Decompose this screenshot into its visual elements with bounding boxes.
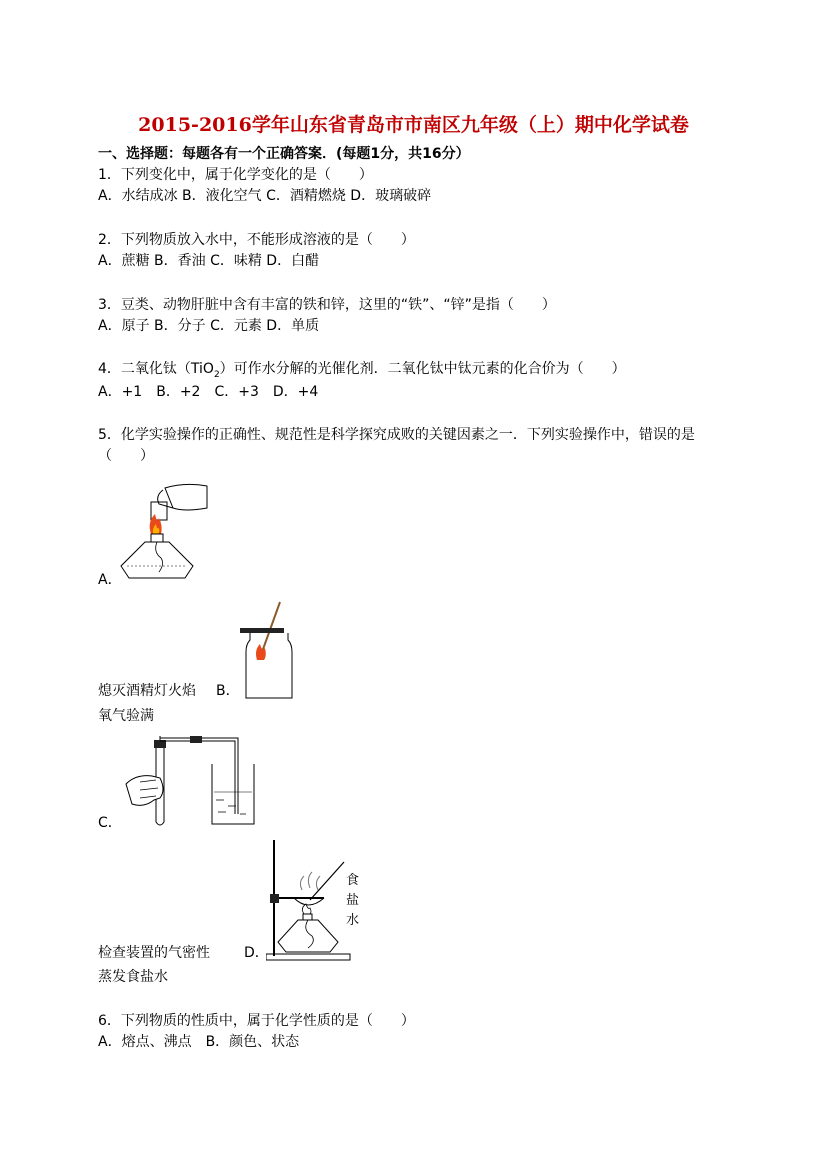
page-title: 2015-2016学年山东省青岛市市南区九年级（上）期中化学试卷 [138,114,689,136]
q4-stem-part2: ）可作水分解的光催化剂．二氧化钛中钛元素的化合价为（ ） [219,361,626,377]
q5-option-a-letter: A． [98,572,122,588]
q5-option-c-text: 检查装置的气密性 [98,945,210,961]
q5-option-b-text: 氧气验满 [98,708,154,724]
q6-stem: 6．下列物质的性质中，属于化学性质的是（ ） [98,1013,415,1029]
q2-stem: 2．下列物质放入水中，不能形成溶液的是（ ） [98,232,415,248]
q5-option-c-letter: C． [98,815,122,831]
figure-b-oxygen-test [236,600,298,700]
figure-d-label-2: 盐 [346,893,360,908]
figure-a-alcohol-lamp [115,478,215,584]
q4-stem-part1: 4．二氧化钛（TiO [98,361,214,377]
q2-options: A．蔗糖 B．香油 C．味精 D．白醋 [98,253,320,269]
q4-options: A．+1 B．+2 C．+3 D．+4 [98,384,319,400]
q5-option-d-text: 蒸发食盐水 [98,969,168,985]
q6-options: A．熔点、沸点 B．颜色、状态 [98,1034,300,1050]
q3-stem: 3．豆类、动物肝脏中含有丰富的铁和锌，这里的“铁”、“锌”是指（ ） [98,297,556,313]
q5-option-d-letter: D． [244,945,269,961]
q5-stem: 5．化学实验操作的正确性、规范性是科学探究成败的关键因素之一．下列实验操作中，错误的是 [98,427,695,443]
q1-options: A．水结成冰 B．液化空气 C．酒精燃烧 D．玻璃破碎 [98,188,432,204]
q1-stem: 1．下列变化中，属于化学变化的是（ ） [98,167,373,183]
q4-stem [98,360,626,384]
figure-d-label-3: 水 [346,913,360,928]
q4-subscript: 2 [213,369,220,380]
q3-options: A．原子 B．分子 C．元素 D．单质 [98,318,320,334]
q5-option-a-text: 熄灭酒精灯火焰 [98,683,196,699]
figure-c-airtightness-check [120,734,260,830]
figure-d-evaporation [266,838,362,962]
figure-d-label-1: 食 [346,873,360,888]
section-heading: 一、选择题：每题各有一个正确答案．(每题1分，共16分） [98,146,470,162]
q5-stem-cont: （ ） [98,448,154,464]
q5-option-b-letter: B． [216,683,240,699]
